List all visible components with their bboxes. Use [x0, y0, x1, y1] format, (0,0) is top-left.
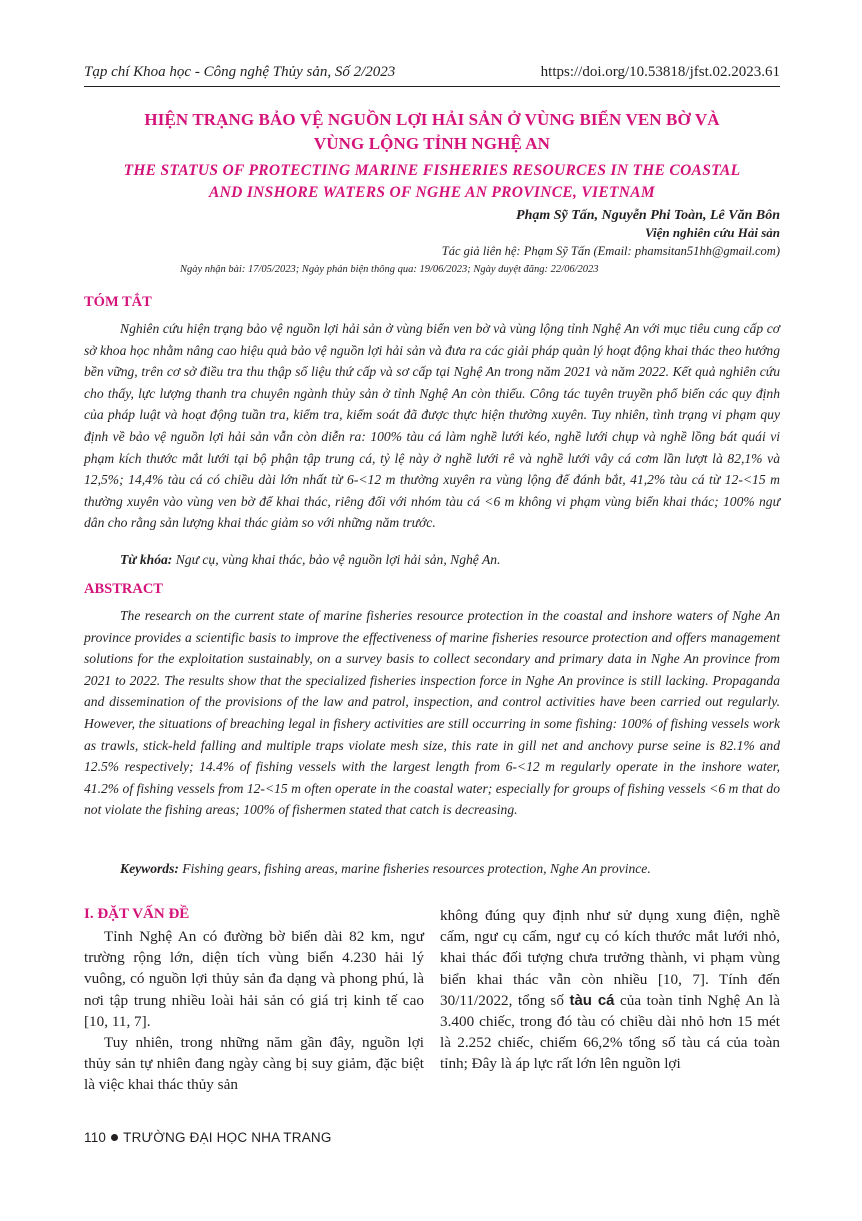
page-number: 110: [84, 1130, 107, 1145]
section-1-paragraph-2: Tuy nhiên, trong những năm gần đây, nguồn lợi thủy sản tự nhiên đang ngày càng bị suy giảm, đặc biệt là việc khai thác thủy sản: [84, 1034, 424, 1094]
keywords-en: Fishing gears, fishing areas, marine fisheries resources protection, Nghe An province.: [178, 861, 651, 876]
author-affiliation: Viện nghiên cứu Hải sản: [645, 225, 780, 240]
section-1-heading: I. ĐẶT VẤN ĐỀ: [84, 906, 190, 922]
keywords-label-vn: Từ khóa:: [120, 552, 173, 567]
col2-text-pre: không đúng quy định như sử dụng xung điện, nghề cấm, ngư cụ cấm, ngư cụ có kích thước mắt lưới nhỏ, khai thác đối tượng chưa trưởng thành, vi phạm vùng biển khai thác vẫn còn nhiều [10, 7]. Tính đến 30/11/2022, tổng số: [440, 907, 780, 1009]
title-en-line-1: THE STATUS OF PROTECTING MARINE FISHERIES RESOURCES IN THE COASTAL: [123, 162, 741, 179]
title-vn-line-1: HIỆN TRẠNG BẢO VỆ NGUỒN LỢI HẢI SẢN Ở VÙNG BIỂN VEN BỜ VÀ: [144, 110, 720, 129]
keywords-vn: Ngư cụ, vùng khai thác, bảo vệ nguồn lợi hải sản, Nghệ An.: [172, 552, 501, 567]
submission-dates: Ngày nhận bài: 17/05/2023; Ngày phản biện thông qua: 19/06/2023; Ngày duyệt đăng: 22/06/2023: [180, 264, 599, 275]
abstract-heading: ABSTRACT: [84, 581, 163, 597]
title-vietnamese: [84, 108, 780, 156]
footer-institution: TRƯỜNG ĐẠI HỌC NHA TRANG: [123, 1130, 332, 1145]
title-vn-line-2: VÙNG LỘNG TỈNH NGHỆ AN: [313, 134, 551, 153]
tom-tat-keywords: [84, 552, 780, 568]
running-header: [84, 62, 780, 87]
abstract-keywords: [84, 861, 780, 877]
bullet-icon: [111, 1134, 118, 1141]
body-column-right: [440, 905, 780, 1075]
title-en-line-2: AND INSHORE WATERS OF NGHE AN PROVINCE, VIETNAM: [209, 184, 655, 201]
abstract-text: The research on the current state of marine fisheries resource protection in the coastal and inshore waters of Nghe An province provides a scientific basis to improve the effectiveness of marine fisheries resource protection and offers management solutions for the exploitation sustainably, on a survey basis to collect secondary and primary data in Nghe An province from 2021 to 2022. The results show that the specialized fisheries inspection force in Nghe An province is still lacking. Propaganda and dissemination of the provisions of the law and patrol, inspection, and control activities have been carried out regularly. However, the situations of breaching legal in fishery activities are still occurring in some fishing: 100% of fishing vessels work as trawls, stick-held falling and multiple traps violate mesh size, this rate in gill net and anchovy purse seine is 82.1% and 12.5% respectively; 14.4% of fishing vessels with the largest length from 6-<12 m regularly operate in the inshore water, 41.2% of fishing vessels from 12-<15 m often operate in the coastal water; especially for groups of fishing vessels <6 m that do not violate the fishing areas; 100% of fishermen stated that catch is decreasing.: [84, 608, 780, 818]
corresponding-author: Tác giả liên hệ: Phạm Sỹ Tấn (Email: phamsitan51hh@gmail.com): [441, 244, 780, 258]
keywords-label-en: Keywords:: [120, 861, 179, 876]
body-column-left: [84, 926, 424, 1096]
col2-text-post: của toàn tỉnh Nghệ An là 3.400 chiếc, trong đó tàu có chiều dài nhỏ hơn 15 mét là 2.252 chiếc, chiếm 66,2% tổng số tàu cá của toàn tỉnh; Đây là áp lực rất lớn lên nguồn lợi: [440, 991, 780, 1073]
col2-bold-term: tàu cá: [569, 991, 615, 1009]
author-names: Phạm Sỹ Tấn, Nguyễn Phi Toàn, Lê Văn Bôn: [516, 208, 780, 223]
tom-tat-text: Nghiên cứu hiện trạng bảo vệ nguồn lợi hải sản ở vùng biển ven bờ và vùng lộng tỉnh Nghệ An với mục tiêu cung cấp cơ sở khoa học nhằm nâng cao hiệu quả bảo vệ nguồn lợi hải sản và đưa ra các giải pháp quản lý hoạt động khai thác theo hướng bền vững, trên cơ sở điều tra thu thập số liệu thứ cấp và sơ cấp tại Nghệ An trong năm 2021 và năm 2022. Kết quả nghiên cứu cho thấy, lực lượng thanh tra chuyên ngành thủy sản ở tỉnh Nghệ An còn thiếu. Công tác tuyên truyền phổ biến các quy định của pháp luật và hoạt động tuần tra, kiểm tra, kiểm soát đã được thực hiện thường xuyên. Tuy nhiên, tình trạng vi phạm quy định về bảo vệ nguồn lợi hải sản vẫn còn diễn ra: 100% tàu cá làm nghề lưới kéo, nghề lưới chụp và nghề lồng bát quái vi phạm kích thước mắt lưới tại bộ phận tập trung cá, tỷ lệ này ở nghề lưới rê và nghề lưới vây cá cơm lần lượt là 82,1% và 12,5%; 14,4% tàu cá có chiều dài lớn nhất từ 6-<12 m thường xuyên ra vùng lộng để đánh bắt, 41,2% tàu cá từ 12-<15 m thường xuyên vào vùng ven bờ để khai thác, riêng đối với nhóm tàu cá <6 m không vi phạm vùng biển khai thác; 100% ngư dân cho rằng sản lượng khai thác giảm so với những năm trước.: [84, 321, 780, 531]
title-english: [84, 160, 780, 204]
section-1-paragraph-2-continued: [440, 905, 780, 1075]
page-footer: [84, 1130, 332, 1145]
section-1-paragraph-1: Tỉnh Nghệ An có đường bờ biển dài 82 km, ngư trường rộng lớn, diện tích vùng biển 4.230 hải lý vuông, có nguồn lợi thủy sản đa dạng và phong phú, là nơi tập trung nhiều loài hải sản có giá trị kinh tế cao [10, 11, 7].: [84, 928, 424, 1030]
doi-link[interactable]: https://doi.org/10.53818/jfst.02.2023.61: [540, 64, 780, 80]
tom-tat-heading: TÓM TẮT: [84, 294, 152, 310]
journal-name: Tạp chí Khoa học - Công nghệ Thủy sản, Số 2/2023: [84, 64, 396, 80]
